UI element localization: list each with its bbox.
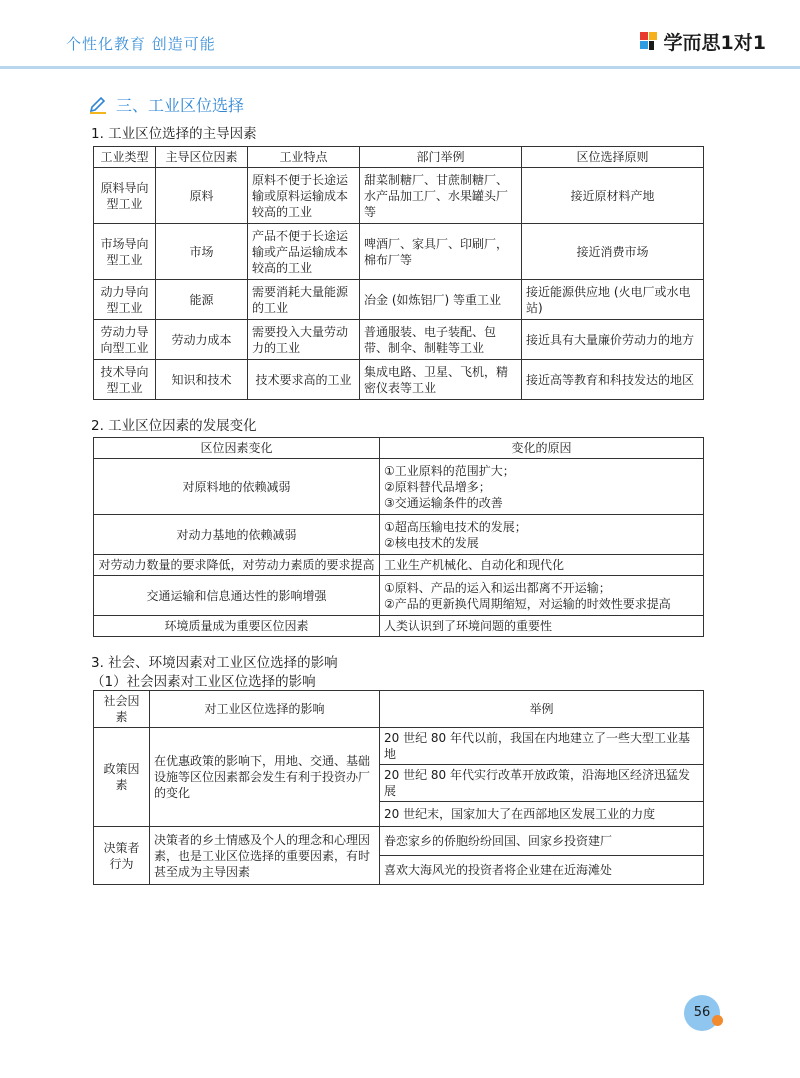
factor-cell: 原料 <box>156 168 248 224</box>
social-factor-cell: 政策因素 <box>94 728 150 827</box>
table-header-row <box>94 438 704 459</box>
industry-type-cell: 劳动力导向型工业 <box>94 320 156 360</box>
section-title <box>88 93 244 116</box>
brand <box>638 26 766 56</box>
table-row <box>94 224 704 280</box>
change-cell: 交通运输和信息通达性的影响增强 <box>94 576 380 616</box>
example-cell: 眷恋家乡的侨胞纷纷回国、回家乡投资建厂 <box>380 827 704 856</box>
part3-heading: 3. 社会、环境因素对工业区位选择的影响 <box>91 655 338 671</box>
dominant-factors-table <box>93 146 704 400</box>
reason-line: ③交通运输条件的改善 <box>384 495 503 510</box>
feature-cell: 技术要求高的工业 <box>248 360 360 400</box>
column-header: 工业类型 <box>94 147 156 168</box>
reason-line: ①原料、产品的运入和运出都离不开运输； <box>384 580 611 595</box>
column-header: 部门举例 <box>360 147 522 168</box>
impact-cell: 决策者的乡土情感及个人的理念和心理因素，也是工业区位选择的重要因素，有时甚至成为主导因素 <box>150 827 380 885</box>
table-header-row <box>94 147 704 168</box>
social-factor-cell: 决策者行为 <box>94 827 150 885</box>
change-cell: 对动力基地的依赖减弱 <box>94 515 380 555</box>
principle-cell: 接近消费市场 <box>522 224 704 280</box>
brand-name: 学而思1对1 <box>663 31 766 54</box>
header-slogan: 个性化教育 创造可能 <box>66 35 216 53</box>
section-title-text: 三、工业区位选择 <box>116 96 245 115</box>
reason-cell <box>380 515 704 555</box>
factor-cell: 知识和技术 <box>156 360 248 400</box>
change-cell: 对劳动力数量的要求降低，对劳动力素质的要求提高 <box>94 555 380 576</box>
column-header: 社会因素 <box>94 691 150 728</box>
example-cell: 啤酒厂、家具厂、印刷厂，棉布厂等 <box>360 224 522 280</box>
table-row <box>94 555 704 576</box>
example-cell: 冶金 (如炼铝厂) 等重工业 <box>360 280 522 320</box>
table-row <box>94 459 704 515</box>
reason-cell <box>380 459 704 515</box>
column-header: 区位选择原则 <box>522 147 704 168</box>
reason-line: ②原料替代品增多； <box>384 479 491 494</box>
feature-cell: 原料不便于长途运输或原料运输成本较高的工业 <box>248 168 360 224</box>
feature-cell: 需要投入大量劳动力的工业 <box>248 320 360 360</box>
table-row <box>94 827 704 856</box>
reason-line: ②核电技术的发展 <box>384 535 479 550</box>
reason-cell <box>380 576 704 616</box>
table-row <box>94 168 704 224</box>
reason-line: ①超高压输电技术的发展； <box>384 519 527 534</box>
social-factors-table <box>93 690 704 885</box>
part1-heading: 1. 工业区位选择的主导因素 <box>91 126 257 142</box>
principle-cell: 接近能源供应地 (火电厂或水电站) <box>522 280 704 320</box>
header-rule <box>0 66 800 69</box>
factor-cell: 能源 <box>156 280 248 320</box>
example-cell: 集成电路、卫星、飞机，精密仪表等工业 <box>360 360 522 400</box>
table-row <box>94 616 704 637</box>
page-number: 56 <box>693 1005 711 1020</box>
part3-subheading: （1）社会因素对工业区位选择的影响 <box>91 674 316 690</box>
industry-type-cell: 技术导向型工业 <box>94 360 156 400</box>
page-number-badge <box>684 995 724 1035</box>
table-header-row <box>94 691 704 728</box>
principle-cell: 接近具有大量廉价劳动力的地方 <box>522 320 704 360</box>
column-header: 变化的原因 <box>380 438 704 459</box>
column-header: 对工业区位选择的影响 <box>150 691 380 728</box>
column-header: 区位因素变化 <box>94 438 380 459</box>
example-cell: 喜欢大海风光的投资者将企业建在近海滩处 <box>380 856 704 885</box>
reason-cell: 人类认识到了环境问题的重要性 <box>380 616 704 637</box>
column-header: 主导区位因素 <box>156 147 248 168</box>
brand-logo-icon <box>638 30 660 52</box>
reason-line: ①工业原料的范围扩大； <box>384 463 515 478</box>
table-row <box>94 576 704 616</box>
change-cell: 对原料地的依赖减弱 <box>94 459 380 515</box>
table-row <box>94 360 704 400</box>
part2-heading: 2. 工业区位因素的发展变化 <box>91 418 257 434</box>
page-header <box>0 0 800 70</box>
principle-cell: 接近高等教育和科技发达的地区 <box>522 360 704 400</box>
industry-type-cell: 原料导向型工业 <box>94 168 156 224</box>
change-cell: 环境质量成为重要区位因素 <box>94 616 380 637</box>
feature-cell: 产品不便于长途运输或产品运输成本较高的工业 <box>248 224 360 280</box>
feature-cell: 需要消耗大量能源的工业 <box>248 280 360 320</box>
example-cell: 20 世纪 80 年代以前，我国在内地建立了一些大型工业基地 <box>380 728 704 765</box>
table-row <box>94 728 704 765</box>
table-row <box>94 320 704 360</box>
example-cell: 普通服装、电子装配、包带、制伞、制鞋等工业 <box>360 320 522 360</box>
industry-type-cell: 动力导向型工业 <box>94 280 156 320</box>
table-row <box>94 280 704 320</box>
impact-cell: 在优惠政策的影响下，用地、交通、基础设施等区位因素都会发生有利于投资办厂的变化 <box>150 728 380 827</box>
principle-cell: 接近原材料产地 <box>522 168 704 224</box>
example-cell: 20 世纪 80 年代实行改革开放政策，沿海地区经济迅猛发展 <box>380 765 704 802</box>
example-cell: 甜菜制糖厂、甘蔗制糖厂、水产品加工厂、水果罐头厂等 <box>360 168 522 224</box>
reason-line: ②产品的更新换代周期缩短，对运输的时效性要求提高 <box>384 596 671 611</box>
reason-cell: 工业生产机械化、自动化和现代化 <box>380 555 704 576</box>
industry-type-cell: 市场导向型工业 <box>94 224 156 280</box>
column-header: 工业特点 <box>248 147 360 168</box>
factor-change-table <box>93 437 704 637</box>
table-row <box>94 515 704 555</box>
example-cell: 20 世纪末，国家加大了在西部地区发展工业的力度 <box>380 802 704 827</box>
factor-cell: 市场 <box>156 224 248 280</box>
pencil-icon <box>88 95 108 115</box>
factor-cell: 劳动力成本 <box>156 320 248 360</box>
column-header: 举例 <box>380 691 704 728</box>
